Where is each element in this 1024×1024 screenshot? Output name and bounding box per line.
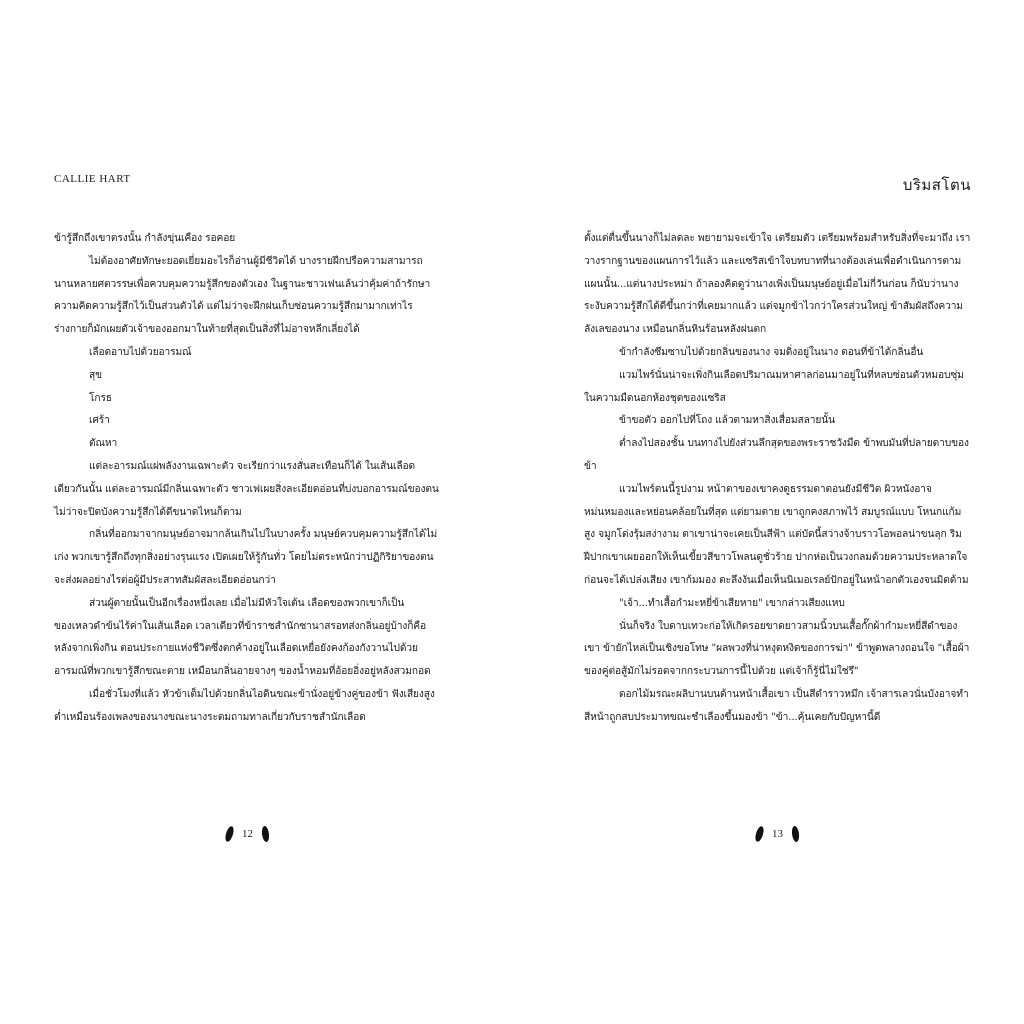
paragraph: ต่ำลงไปสองชั้น บนทางไปยังส่วนลึกสุดของพระราชวังมืด ข้าพบมันที่ปลายดาบของข้า [584,438,969,472]
leaf-ornament-icon [790,825,800,842]
running-head-title: บริมสโตน [902,178,971,194]
paragraph: แวมไพร์ตนนี้รูปงาม หน้าตาของเขาคงดูธรรมดาตอนยังมีชีวิต ผิวหนังอาจหม่นหมองและหย่อนคล้อยในที่สุด แต่ยามตาย เขาถูกคงสภาพไว้ สมบูรณ์แบบ โหนกแก้มสูง จมูกโด่งรุ้มสง่างาม ตาเขาน่าจะเคยเป็นสีฟ้า แต่บัดนี้สว่างจ้าบราวโอพอลน่าขนลุก ริมฝีปากเขาเผยออกให้เห็นเขี้ยวสีขาวโพลนดูชั่วร้าย ปากห่อเป็นวงกลมด้วยความประหลาดใจก่อนจะได้เปล่งเสียง เขาก้มมอง ตะลึงงันเมื่อเห็นนิเมอเรลย์ปักอยู่ในหน้าอกตัวเองจนมิดด้าม [584,483,969,586]
running-head-author: CALLIE HART [54,173,131,185]
right-page [584,0,971,1024]
paragraph: ตั้งแต่ตื่นขึ้นนางก็ไม่ลดละ พยายามจะเข้าใจ เตรียมตัว เตรียมพร้อมสำหรับสิ่งที่จะมาถึง เราวางรากฐานของแผนการไว้แล้ว และแซริสเข้าใจบทบาทที่นางต้องเล่นเพื่อดำเนินการตามแผนนั้น...แต่นางประหม่า ถ้าลองคิดดูว่านางเพิ่งเป็นมนุษย์อยู่เมื่อไม่กี่วันก่อน ก็นับว่านางระงับความรู้สึกได้ดีขึ้นกว่าที่เคยมากแล้ว แต่จมูกข้าไวกว่าใครส่วนใหญ่ ข้าสัมผัสถึงความลังเลของนาง เหมือนกลิ่นหินร้อนหลังฝนตก [584,233,971,336]
paragraph: กลิ่นที่ออกมาจากมนุษย์อาจมากล้นเกินไปในบางครั้ง มนุษย์ควบคุมความรู้สึกได้ไม่เก่ง พวกเขารู้สึกถึงทุกสิ่งอย่างรุนแรง เปิดเผยให้รู้กันทั่ว โดยไม่ตระหนักว่าปฏิกิริยาของตนจะส่งผลอย่างไรต่อผู้มีประสาทสัมผัสละเอียดอ่อนกว่า [54,529,438,586]
paragraph: ตัณหา [89,438,118,450]
paragraph: ข้าขอตัว ออกไปที่โถง แล้วตามหาสิ่งเสื่อมสลายนั้น [619,415,836,427]
paragraph: โกรธ [89,392,112,404]
paragraph: ไม่ต้องอาศัยทักษะยอดเยี่ยมอะไรก็อ่านผู้มีชีวิตได้ บางรายฝึกปรือความสามารถนานหลายศตวรรษเพื่อควบคุมความรู้สึกของตัวเอง ในฐานะชาวเฟนเล้นว่าคุ้มค่าถ้ารักษาความคิดความรู้สึกไว้เป็นส่วนตัวได้ แต่ไม่ว่าจะฝึกฝนเก็บซ่อนความรู้สึกมามากเท่าไร ร่างกายก็มักเผยตัวเจ้าของออกมาในท้ายที่สุดเป็นสิ่งที่ไม่อาจหลีกเลี่ยงได้ [54,255,431,336]
paragraph: แวมไพร์นั่นน่าจะเพิ่งกินเลือดปริมาณมหาศาลก่อนมาอยู่ในที่หลบซ่อนตัวหมอบซุ่มในความมืดนอกห้องชุดของแซริส [584,369,964,404]
page-number: 12 [242,828,253,840]
paragraph: นั่นก็จริง ใบดาบเทวะก่อให้เกิดรอยขาดยาวสามนิ้วบนเสื้อกั๊กผ้ากำมะหยี่สีดำของเขา ข้ายักไหล่เป็นเชิงขอโทษ "ผลพวงที่น่าหงุดหงิดของการฆ่า" ข้าพูดพลางถอนใจ "เสื้อผ้าของคู่ต่อสู้มักไม่รอดจากกระบวนการนี้ไปด้วย แต่เจ้าก็รู้นี่ไม่ใช่รึ" [584,620,970,678]
right-page-body [584,228,971,730]
leaf-ornament-icon [754,825,764,842]
paragraph: ดอกไม้มรณะผลิบานบนด้านหน้าเสื้อเขา เป็นสีดำราวหมึก เจ้าสารเลวนั่นบังอาจทำสีหน้าถูกสบประมาทขณะชำเลืองขึ้นมองข้า "ข้า...คุ้นเคยกับปัญหานี้ดี [584,688,969,723]
paragraph: เลือดอาบไปด้วยอารมณ์ [89,346,192,358]
paragraph: ส่วนผู้ตายนั้นเป็นอีกเรื่องหนึ่งเลย เมื่อไม่มีหัวใจเต้น เลือดของพวกเขาก็เป็นของเหลวดำข้นไร้ค่าในเส้นเลือด เวลาเดียวที่ข้าราชสำนักซานาสรอทส่งกลิ่นอยู่บ้างก็คือหลังจากเพิ่งกิน ตอนประกายแห่งชีวิตซึ่งตกค้างอยู่ในเลือดเหยื่อยังคงก้องกังวานไปด้วยอารมณ์ที่พวกเขารู้สึกขณะตาย เหมือนกลิ่นอายจางๆ ของน้ำหอมที่อ้อยอิ่งอยู่หลังสวมกอด [54,597,431,678]
leaf-ornament-icon [224,825,234,842]
paragraph: สุข [89,369,102,381]
page-number-footer [54,826,441,845]
paragraph: ข้ารู้สึกถึงเขาตรงนั้น กำลังขุ่นเคือง รอคอย [54,233,236,244]
left-page-body [54,228,441,730]
paragraph: เมื่อชั่วโมงที่แล้ว หัวข้าเต็มไปด้วยกลิ่นไอดินขณะข้านั่งอยู่ข้างคู่ของข้า ฟังเสียงสูงต่ำเหมือนร้องเพลงของนางขณะนางระดมถามทาลเกี่ยวกับราชสำนักเลือด [54,688,435,723]
page-number: 13 [772,828,783,840]
paragraph: แต่ละอารมณ์แผ่พลังงานเฉพาะตัว จะเรียกว่าแรงสั่นสะเทือนก็ได้ ในเส้นเลือดเดียวกันนั้น แต่ละอารมณ์มีกลิ่นเฉพาะตัว ชาวเฟเผยสิ่งละเอียดอ่อนที่บ่งบอกอารมณ์ของตน ไม่ว่าจะปิดบังความรู้สึกได้ดีขนาดไหนก็ตาม [54,460,439,518]
paragraph: ข้ากำลังซึมซาบไปด้วยกลิ่นของนาง จมดิ่งอยู่ในนาง ตอนที่ข้าได้กลิ่นอื่น [619,346,924,358]
paragraph: เศร้า [89,415,110,427]
left-page [54,0,441,1024]
leaf-ornament-icon [260,825,270,842]
page-number-footer [584,826,971,845]
paragraph: "เจ้า...ทำเสื้อกำมะหยี่ข้าเสียหาย" เขากล่าวเสียงแหบ [619,597,845,609]
